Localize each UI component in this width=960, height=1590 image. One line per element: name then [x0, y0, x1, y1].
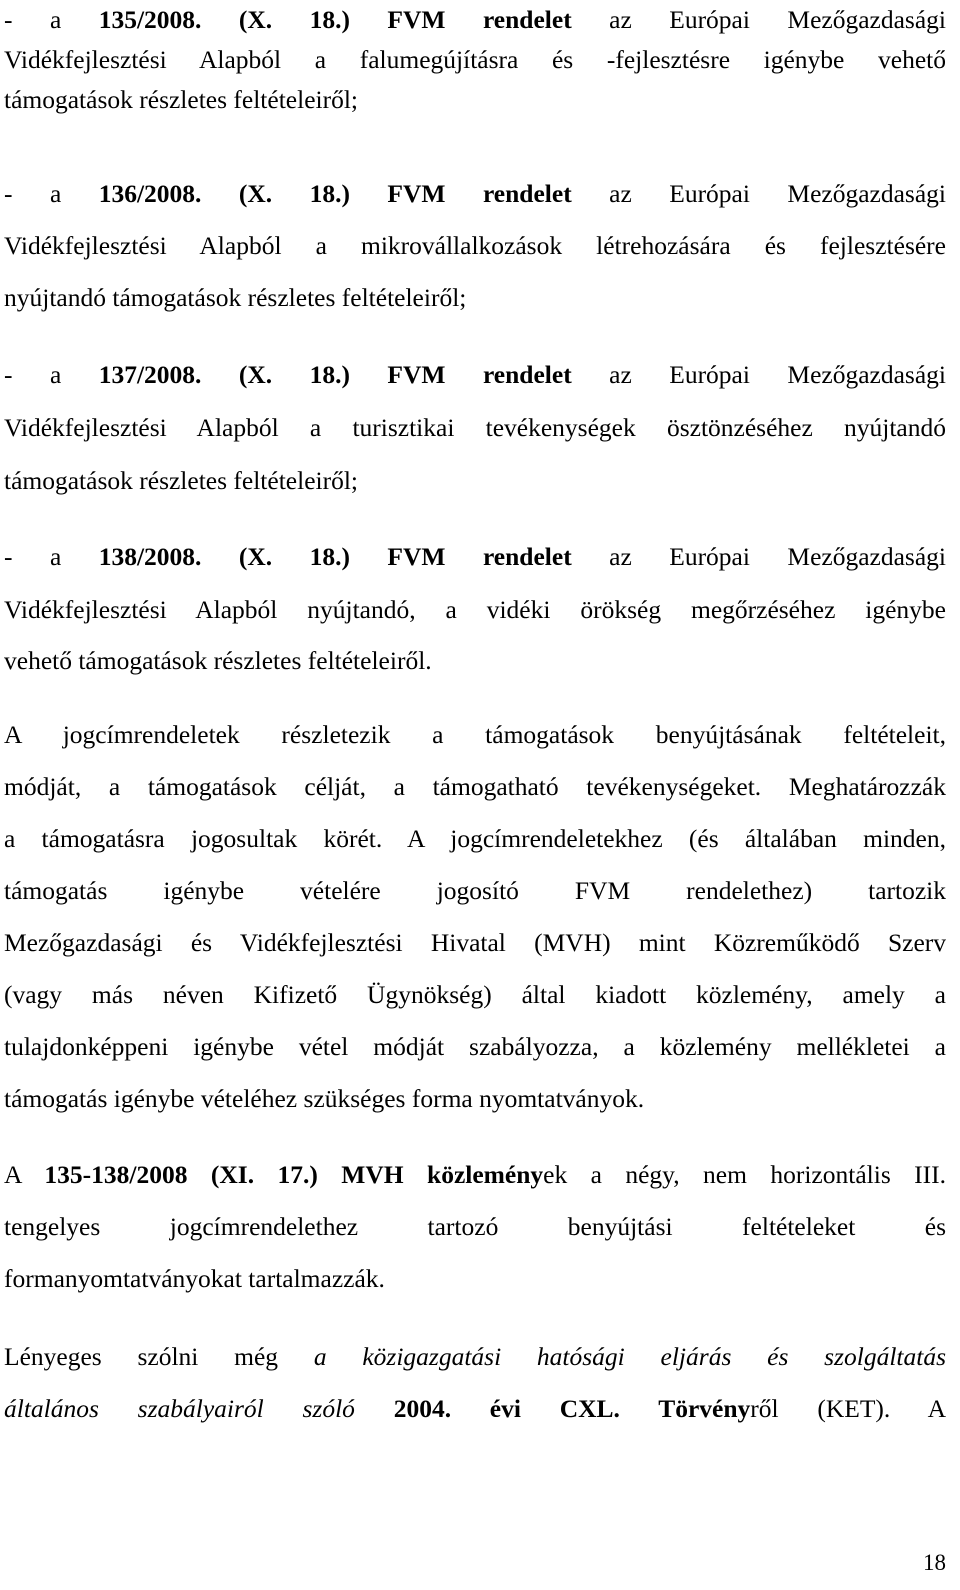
regulation-reference: 135/2008. (X. 18.) FVM rendelet [98, 5, 572, 34]
text-line: Vidékfejlesztési Alapból a mikrovállalkozások létrehozására és fejlesztésére [4, 231, 946, 260]
text-line: - a 138/2008. (X. 18.) FVM rendelet az Európai Mezőgazdasági [4, 542, 947, 571]
mvh-reference: 135-138/2008 (XI. 17.) MVH [44, 1160, 404, 1189]
text-line: módját, a támogatások célját, a támogatható tevékenységeket. Meghatározzák [4, 772, 946, 801]
text-line: tulajdonképpeni igénybe vétel módját szabályozza, a közlemény mellékletei a [4, 1032, 946, 1061]
text-line: - a 136/2008. (X. 18.) FVM rendelet az Európai Mezőgazdasági [4, 179, 947, 208]
text-line: vehető támogatások részletes feltételeiről. [4, 646, 432, 675]
kozlemeny-term: közlemény [427, 1160, 544, 1189]
regulation-reference: 137/2008. (X. 18.) FVM rendelet [98, 360, 572, 389]
text-line: támogatások részletes feltételeiről; [4, 85, 359, 114]
text-line: tengelyes jogcímrendelethez tartozó benyújtási feltételeket és [4, 1212, 946, 1241]
law-reference: 2004. évi CXL. Törvény [393, 1394, 751, 1423]
text-line: A 135-138/2008 (XI. 17.) MVH közlemények a négy, nem horizontális III. [4, 1160, 947, 1189]
regulation-reference: 136/2008. (X. 18.) FVM rendelet [98, 179, 572, 208]
text-line: formanyomtatványokat tartalmazzák. [4, 1264, 385, 1293]
text-line: a támogatásra jogosultak körét. A jogcímrendeletekhez (és általában minden, [4, 824, 946, 853]
text-line: (vagy más néven Kifizető Ügynökség) által kiadott közlemény, amely a [4, 980, 946, 1009]
text-line: támogatás igénybe vételére jogosító FVM rendelethez) tartozik [4, 876, 946, 905]
text-line: Lényeges szólni még a közigazgatási hatósági eljárás és szolgáltatás [4, 1342, 946, 1371]
text-line: Vidékfejlesztési Alapból nyújtandó, a vidéki örökség megőrzéséhez igénybe [4, 595, 946, 624]
text-line: támogatások részletes feltételeiről; [4, 466, 359, 495]
text-line: Vidékfejlesztési Alapból a falumegújításra és -fejlesztésre igénybe vehető [4, 45, 946, 74]
text-line: - a 135/2008. (X. 18.) FVM rendelet az Európai Mezőgazdasági [4, 5, 947, 34]
text-line: általános szabályairól szóló 2004. évi CXL. Törvényről (KET). A [4, 1394, 947, 1423]
regulation-reference: 138/2008. (X. 18.) FVM rendelet [98, 542, 572, 571]
text-line: - a 137/2008. (X. 18.) FVM rendelet az Európai Mezőgazdasági [4, 360, 947, 389]
text-line: Vidékfejlesztési Alapból a turisztikai tevékenységek ösztönzéséhez nyújtandó [4, 413, 946, 442]
text-line: Mezőgazdasági és Vidékfejlesztési Hivatal (MVH) mint Közreműködő Szerv [4, 928, 946, 957]
law-title: a közigazgatási hatósági eljárás és szolgáltatás [313, 1342, 946, 1371]
law-title: általános szabályairól szóló [4, 1394, 355, 1423]
text-line: támogatás igénybe vételéhez szükséges forma nyomtatványok. [4, 1084, 645, 1113]
text-line: A jogcímrendeletek részletezik a támogatások benyújtásának feltételeit, [4, 720, 946, 749]
text-line: nyújtandó támogatások részletes feltételeiről; [4, 283, 467, 312]
page-number: 18 [923, 1550, 946, 1575]
